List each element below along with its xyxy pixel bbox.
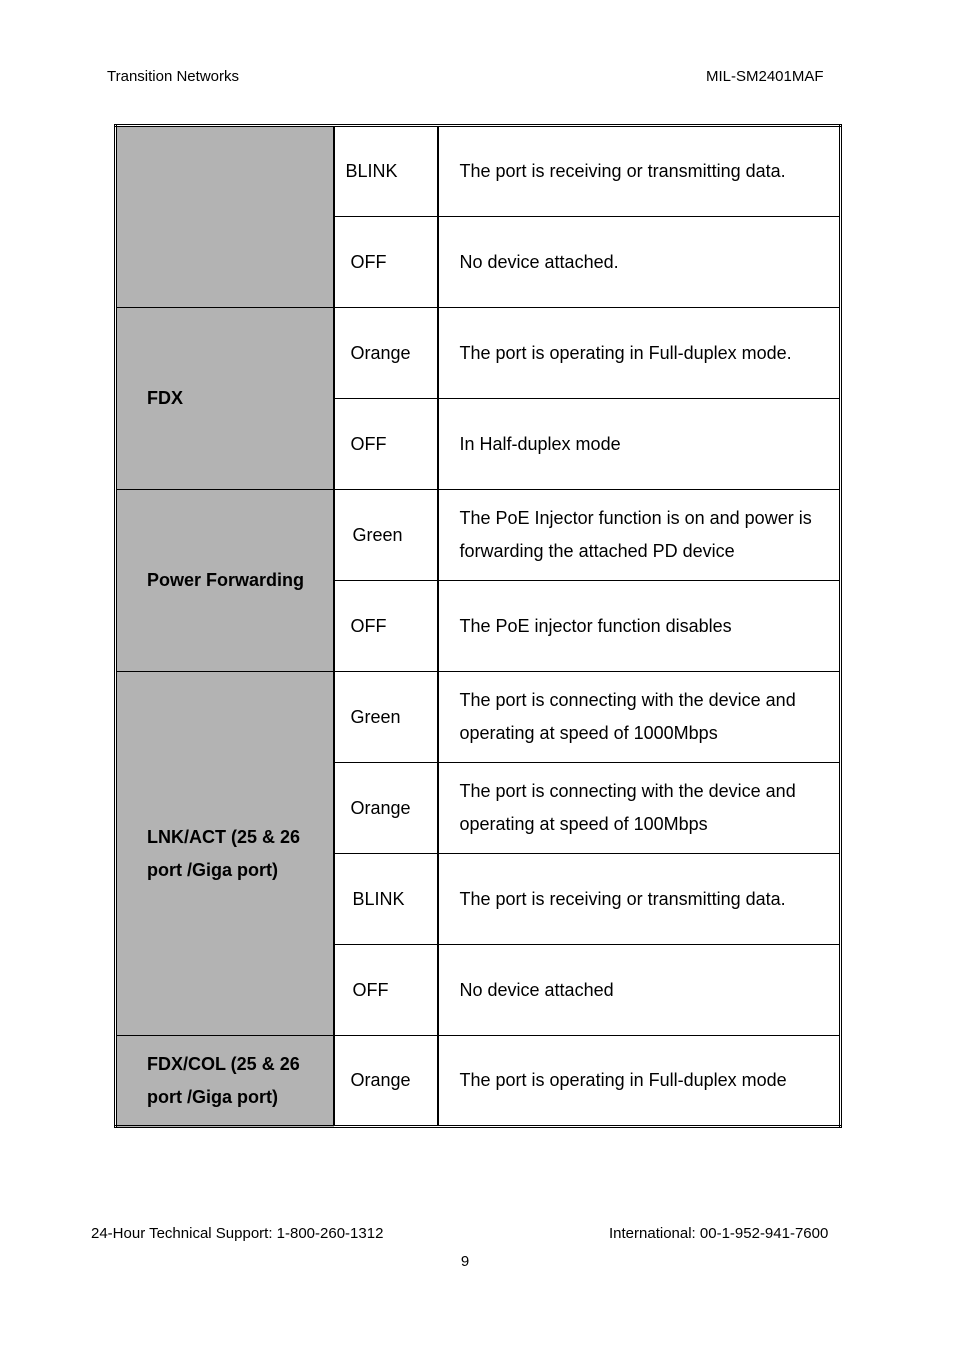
footer-support-phone: 24-Hour Technical Support: 1-800-260-1312 [91,1225,384,1242]
description-cell: The port is receiving or transmitting data. [438,126,841,217]
status-cell: OFF [334,399,438,490]
description-cell: The port is connecting with the device and operating at speed of 1000Mbps [438,672,841,763]
description-cell: No device attached [438,945,841,1036]
led-cell [116,126,334,308]
header-right: MIL-SM2401MAF [706,68,824,85]
page-number: 9 [460,1253,470,1270]
description-cell: No device attached. [438,217,841,308]
table-row [116,308,841,399]
status-cell: BLINK [334,126,438,217]
status-cell: Green [334,490,438,581]
status-cell: Orange [334,308,438,399]
status-cell: OFF [334,945,438,1036]
status-cell: Orange [334,763,438,854]
table-row [116,490,841,581]
table-row [116,1036,841,1127]
description-cell: In Half-duplex mode [438,399,841,490]
status-cell: OFF [334,581,438,672]
led-cell: FDX [116,308,334,490]
status-cell: BLINK [334,854,438,945]
description-cell: The port is receiving or transmitting data. [438,854,841,945]
led-cell: Power Forwarding [116,490,334,672]
footer-international-phone: International: 00-1-952-941-7600 [609,1225,829,1242]
description-cell: The PoE injector function disables [438,581,841,672]
led-indicator-table [114,124,842,1128]
led-cell: FDX/COL (25 & 26 port /Giga port) [116,1036,334,1127]
table-row [116,126,841,217]
description-cell: The port is operating in Full-duplex mode. [438,308,841,399]
description-cell: The port is connecting with the device and operating at speed of 100Mbps [438,763,841,854]
status-cell: Orange [334,1036,438,1127]
description-cell: The PoE Injector function is on and power is forwarding the attached PD device [438,490,841,581]
table-row [116,672,841,763]
status-cell: Green [334,672,438,763]
led-cell: LNK/ACT (25 & 26 port /Giga port) [116,672,334,1036]
header-left: Transition Networks [107,68,239,85]
description-cell: The port is operating in Full-duplex mode [438,1036,841,1127]
status-cell: OFF [334,217,438,308]
